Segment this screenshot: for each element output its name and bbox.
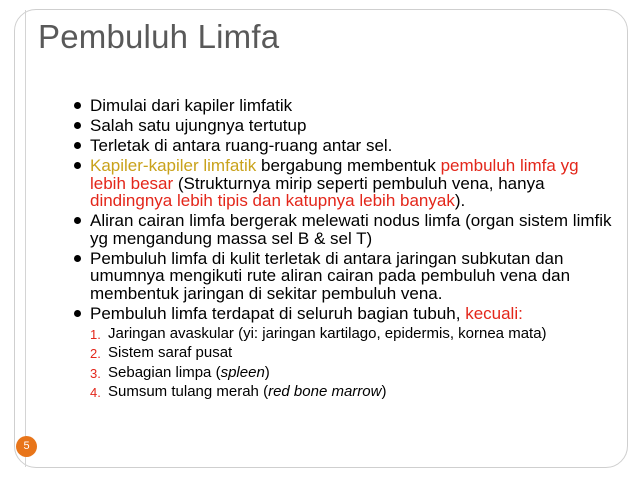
bullet-text: Salah satu ujungnya tertutup	[90, 116, 307, 136]
sub-item-text: )	[264, 363, 270, 381]
numbered-sublist	[90, 326, 612, 400]
bullet-text: Pembuluh limfa di kulit terletak di antara jaringan subkutan dan umumnya mengikuti rute aliran cairan pada pembuluh vena dan membentuk jaringan di sekitar pembuluh vena.	[90, 248, 571, 303]
bullet-text: (Strukturnya mirip seperti pembuluh vena, hanya	[173, 173, 545, 193]
bullet-text: Aliran cairan limfa bergerak melewati nodus limfa (organ sistem limfik yg mengandung massa sel B & sel T)	[90, 211, 612, 248]
bullet-item	[72, 117, 612, 135]
sub-item-text: Sebagian limpa (	[108, 363, 221, 381]
bullet-text: Pembuluh limfa terdapat di seluruh bagian tubuh,	[90, 304, 466, 324]
sub-item-text: Sumsum tulang merah (	[108, 383, 269, 401]
slide-title: Pembuluh Limfa	[38, 18, 280, 55]
bullet-item	[72, 137, 612, 155]
highlight-red-text: pembuluh limfa yg lebih besar	[90, 156, 579, 193]
slide-left-rule	[25, 10, 26, 467]
page-number-badge: 5	[16, 436, 37, 457]
bullet-item	[72, 305, 612, 400]
sub-item-italic: spleen	[220, 363, 265, 381]
bullet-text: Terletak di antara ruang-ruang antar sel.	[90, 136, 393, 156]
bullet-item	[72, 157, 612, 210]
bullet-item	[72, 97, 612, 115]
sub-item	[90, 365, 612, 381]
sub-item-text: Jaringan avaskular (yi: jaringan kartilago, epidermis, kornea mata)	[108, 324, 547, 342]
sub-item	[90, 384, 612, 400]
bullet-text: Dimulai dari kapiler limfatik	[90, 96, 293, 115]
bullet-item	[72, 212, 612, 247]
bullet-list	[72, 97, 612, 404]
sub-item-number: 4.	[90, 385, 101, 401]
sub-item	[90, 345, 612, 361]
highlight-red-text: dindingnya lebih tipis dan katupnya lebih banyak	[90, 191, 455, 211]
highlight-red-text: kecuali:	[465, 304, 523, 324]
bullet-item	[72, 250, 612, 303]
sub-item	[90, 326, 612, 342]
sub-item-number: 3.	[90, 365, 101, 381]
sub-item-text: Sistem saraf pusat	[108, 344, 233, 362]
bullet-text: ).	[454, 191, 466, 211]
highlight-gold-text: Kapiler-kapiler limfatik	[90, 156, 257, 176]
sub-item-number: 1.	[90, 326, 101, 342]
sub-item-number: 2.	[90, 346, 101, 362]
sub-item-italic: red bone marrow	[268, 383, 382, 401]
bullet-text: bergabung membentuk	[256, 156, 441, 176]
sub-item-text: )	[381, 383, 387, 401]
